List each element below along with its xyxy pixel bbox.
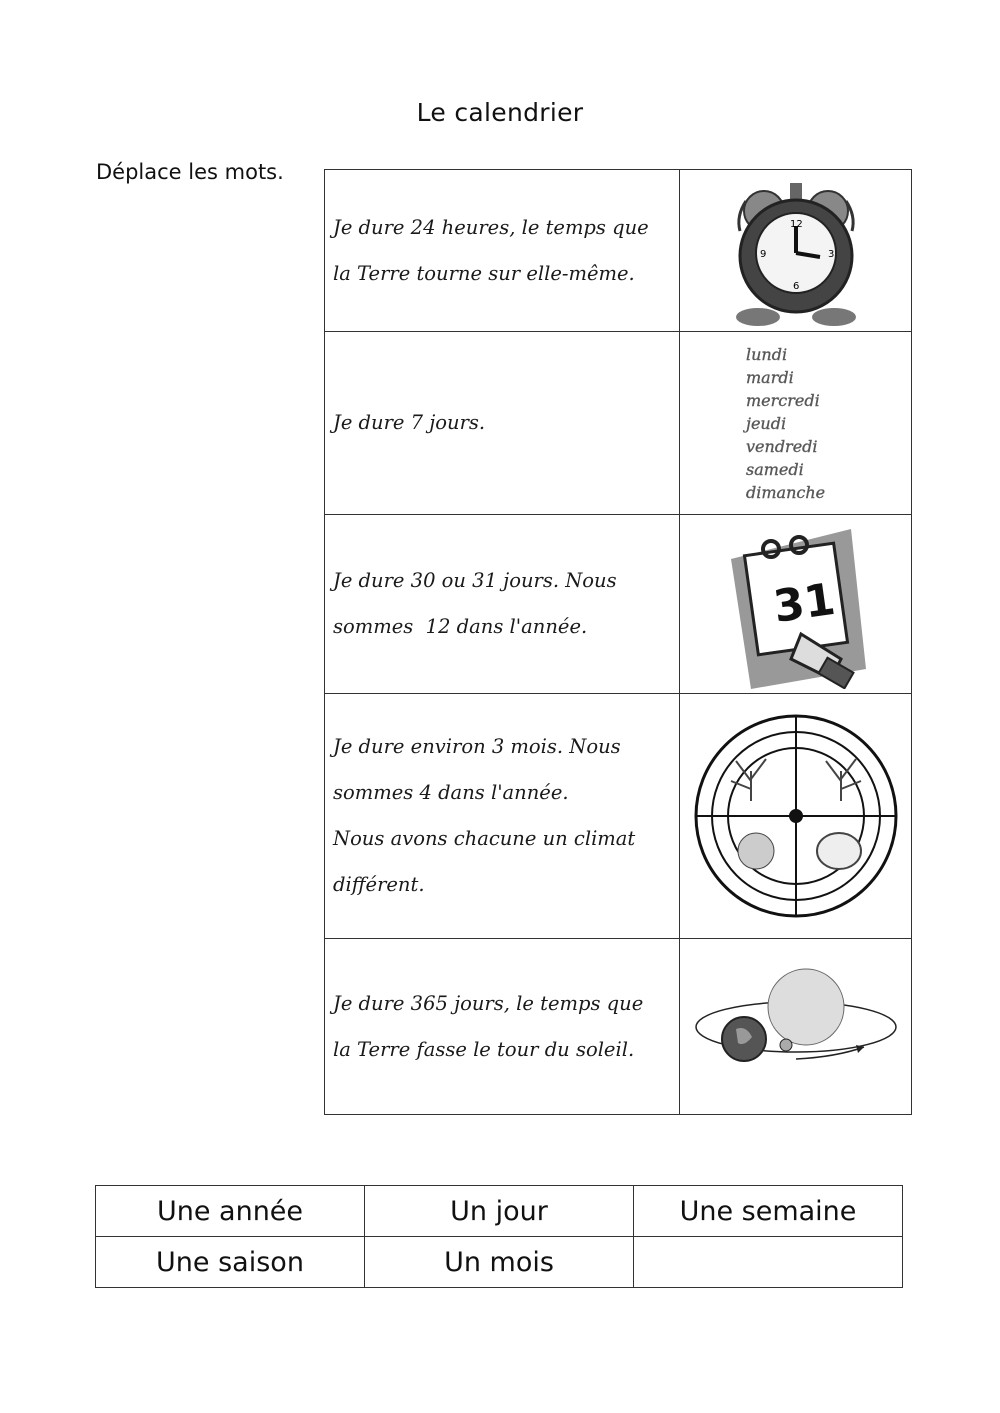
clue-line: Nous avons chacune un climat [333, 827, 636, 850]
clue-line: Je dure 365 jours, le temps que [333, 991, 644, 1015]
instruction: Déplace les mots. [96, 160, 284, 184]
clue-row-year [325, 939, 912, 1115]
clue-image-cell-season [680, 694, 912, 939]
clue-line: sommes 4 dans l'année. [333, 781, 569, 804]
seasons-wheel-icon [691, 701, 901, 931]
clue-row-season [325, 694, 912, 939]
clue-image-cell-day [680, 170, 912, 332]
clue-image-cell-year [680, 939, 912, 1115]
word-un-mois[interactable]: Un mois [365, 1237, 634, 1288]
clue-line: Je dure environ 3 mois. Nous [333, 735, 621, 758]
word-empty-slot [634, 1237, 903, 1288]
weekday: samedi [746, 459, 804, 479]
clue-text-season [325, 694, 680, 939]
weekday: mardi [746, 367, 794, 387]
word-une-saison[interactable]: Une saison [96, 1237, 365, 1288]
clue-line: la Terre tourne sur elle-même. [333, 261, 635, 285]
word-une-annee[interactable]: Une année [96, 1186, 365, 1237]
clue-text-year [325, 939, 680, 1115]
weekday: mercredi [746, 390, 820, 410]
page-title: Le calendrier [416, 98, 584, 127]
weekday: lundi [746, 344, 788, 364]
clue-line: différent. [333, 873, 425, 896]
svg-text:9: 9 [759, 248, 766, 260]
clue-line: Je dure 24 heures, le temps que [333, 215, 649, 239]
svg-text:12: 12 [789, 218, 803, 230]
clue-line: sommes 12 dans l'année. [333, 615, 588, 638]
word-un-jour[interactable]: Un jour [365, 1186, 634, 1237]
clue-image-cell-week [680, 332, 912, 515]
word-une-semaine[interactable]: Une semaine [634, 1186, 903, 1237]
svg-text:6: 6 [792, 280, 799, 292]
weekday-list [680, 343, 911, 504]
clue-row-month [325, 515, 912, 694]
earth-orbit-icon [686, 967, 906, 1087]
word-bank [95, 1185, 903, 1288]
calendar-page-icon [721, 519, 871, 689]
svg-text:3: 3 [827, 248, 834, 260]
clue-text-week [325, 332, 680, 515]
clue-line: la Terre fasse le tour du soleil. [333, 1037, 635, 1061]
weekday: dimanche [746, 482, 826, 502]
weekday: vendredi [746, 436, 818, 456]
clue-row-week [325, 332, 912, 515]
clue-line: Je dure 30 ou 31 jours. Nous [333, 569, 617, 592]
clue-line: Je dure 7 jours. [333, 411, 486, 434]
calendar-number: 31 [769, 573, 838, 633]
clue-image-cell-month [680, 515, 912, 694]
clue-row-day [325, 170, 912, 332]
clue-text-month [325, 515, 680, 694]
clue-table [324, 169, 912, 1115]
weekday: jeudi [746, 413, 787, 433]
clue-text-day [325, 170, 680, 332]
alarm-clock-icon [716, 171, 876, 331]
